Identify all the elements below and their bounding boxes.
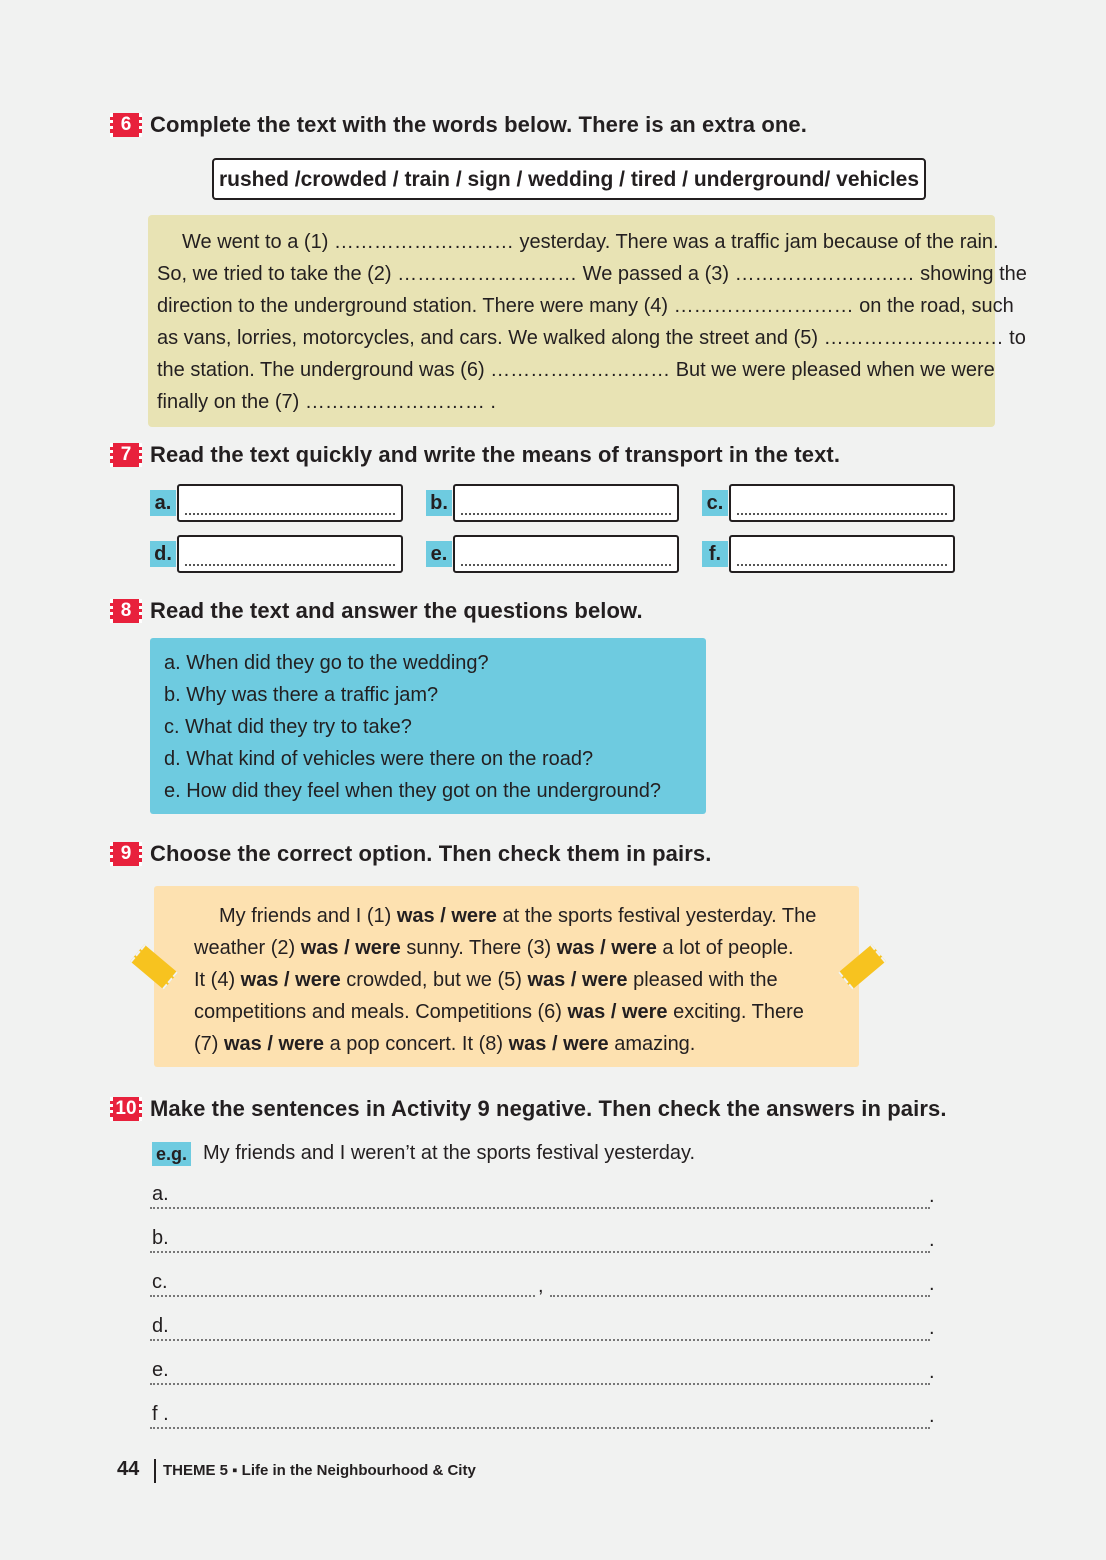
exercise-instruction: Complete the text with the words below. There is an extra one. <box>150 112 807 137</box>
text-line: the station. The underground was (6) ……………………… But we were pleased when we were <box>157 359 995 381</box>
text-segment: (7) <box>194 1033 224 1055</box>
text-segment: My friends and I (1) <box>219 905 397 927</box>
option-choice[interactable]: was / were <box>527 969 628 991</box>
answer-line[interactable] <box>150 1207 930 1209</box>
text-segment: crowded, but we (5) <box>340 969 528 991</box>
text-segment: It (4) <box>194 969 241 991</box>
text-segment: amazing. <box>608 1033 696 1055</box>
option-choice[interactable]: was / were <box>508 1033 609 1055</box>
answer-field[interactable] <box>453 484 679 522</box>
text-line: direction to the underground station. There were many (4) ……………………… on the road, such <box>157 295 1014 317</box>
text-segment: exciting. There <box>667 1001 804 1023</box>
choice-text-line <box>194 1001 804 1024</box>
text-segment: at the sports festival yesterday. The <box>496 905 817 927</box>
choice-text-line <box>194 937 794 960</box>
answer-field[interactable] <box>177 484 403 522</box>
exercise-instruction: Read the text and answer the questions below. <box>150 598 643 623</box>
answer-label: d. <box>150 541 176 567</box>
question-item: c. What did they try to take? <box>164 716 412 738</box>
text-segment: weather (2) <box>194 937 301 959</box>
answer-line-label: e. <box>152 1359 169 1381</box>
answer-field[interactable] <box>729 535 955 573</box>
answer-line-label: d. <box>152 1315 169 1337</box>
text-line: We went to a (1) ……………………… yesterday. There was a traffic jam because of the rain. <box>182 231 999 253</box>
option-choice[interactable]: was / were <box>224 1033 325 1055</box>
line-period: . <box>929 1273 935 1295</box>
answer-line-label: a. <box>152 1183 169 1205</box>
answer-field[interactable] <box>453 535 679 573</box>
exercise-instruction: Read the text quickly and write the means of transport in the text. <box>150 442 841 467</box>
option-choice[interactable]: was / were <box>396 905 497 927</box>
exercise-8-heading <box>110 596 643 626</box>
text-segment: pleased with the <box>627 969 778 991</box>
footer-divider <box>154 1459 156 1483</box>
text-segment: competitions and meals. Competitions (6) <box>194 1001 568 1023</box>
page-number: 44 <box>117 1458 140 1480</box>
question-item: b. Why was there a traffic jam? <box>164 684 439 706</box>
exercise-number-badge: 8 <box>110 599 142 623</box>
option-choice[interactable]: was / were <box>556 937 657 959</box>
answer-field[interactable] <box>177 535 403 573</box>
exercise-9-heading <box>110 839 711 869</box>
answer-line-label: c. <box>152 1271 168 1293</box>
answer-line-label: f . <box>152 1403 169 1425</box>
answer-line[interactable] <box>550 1295 930 1297</box>
answer-label: f. <box>702 541 728 567</box>
text-line: So, we tried to take the (2) ……………………… We passed a (3) ……………………… showing the <box>157 263 1027 285</box>
choice-text-line <box>194 969 778 992</box>
example-label: e.g. <box>152 1142 191 1166</box>
question-item: d. What kind of vehicles were there on the road? <box>164 748 594 770</box>
exercise-6-heading <box>110 110 807 140</box>
answer-label: a. <box>150 490 176 516</box>
text-segment: sunny. There (3) <box>400 937 557 959</box>
line-period: . <box>929 1405 935 1427</box>
text-segment: a pop concert. It (8) <box>324 1033 509 1055</box>
text-line: as vans, lorries, motorcycles, and cars. We walked along the street and (5) ……………………… to <box>157 327 1026 349</box>
option-choice[interactable]: was / were <box>567 1001 668 1023</box>
question-item: a. When did they go to the wedding? <box>164 652 489 674</box>
exercise-instruction: Choose the correct option. Then check them in pairs. <box>150 841 712 866</box>
option-choice[interactable]: was / were <box>240 969 341 991</box>
text-segment: a lot of people. <box>656 937 794 959</box>
answer-label: b. <box>426 490 452 516</box>
answer-line[interactable] <box>150 1295 535 1297</box>
line-period: . <box>929 1317 935 1339</box>
exercise-number-badge: 9 <box>110 842 142 866</box>
choice-text-line <box>194 1033 695 1056</box>
example-sentence: My friends and I weren’t at the sports festival yesterday. <box>203 1142 696 1164</box>
word-bank: rushed /crowded / train / sign / wedding / tired / underground/ vehicles <box>212 158 926 200</box>
answer-line[interactable] <box>150 1427 930 1429</box>
theme-title: THEME 5 ▪ Life in the Neighbourhood & City <box>163 1462 476 1479</box>
line-period: . <box>929 1229 935 1251</box>
line-period: . <box>929 1185 935 1207</box>
line-comma: , <box>538 1275 544 1297</box>
answer-label: e. <box>426 541 452 567</box>
exercise-10-heading <box>110 1094 947 1124</box>
answer-line[interactable] <box>150 1383 930 1385</box>
exercise-number-badge: 6 <box>110 113 142 137</box>
exercise-number-badge: 10 <box>110 1097 142 1121</box>
answer-line-label: b. <box>152 1227 169 1249</box>
text-line: finally on the (7) ……………………… . <box>157 391 496 413</box>
answer-line[interactable] <box>150 1251 930 1253</box>
answer-label: c. <box>702 490 728 516</box>
exercise-number-badge: 7 <box>110 443 142 467</box>
line-period: . <box>929 1361 935 1383</box>
exercise-instruction: Make the sentences in Activity 9 negative. Then check the answers in pairs. <box>150 1096 947 1121</box>
choice-text-line <box>219 905 816 928</box>
option-choice[interactable]: was / were <box>300 937 401 959</box>
answer-line[interactable] <box>150 1339 930 1341</box>
question-item: e. How did they feel when they got on the underground? <box>164 780 662 802</box>
answer-field[interactable] <box>729 484 955 522</box>
exercise-7-heading <box>110 440 840 470</box>
